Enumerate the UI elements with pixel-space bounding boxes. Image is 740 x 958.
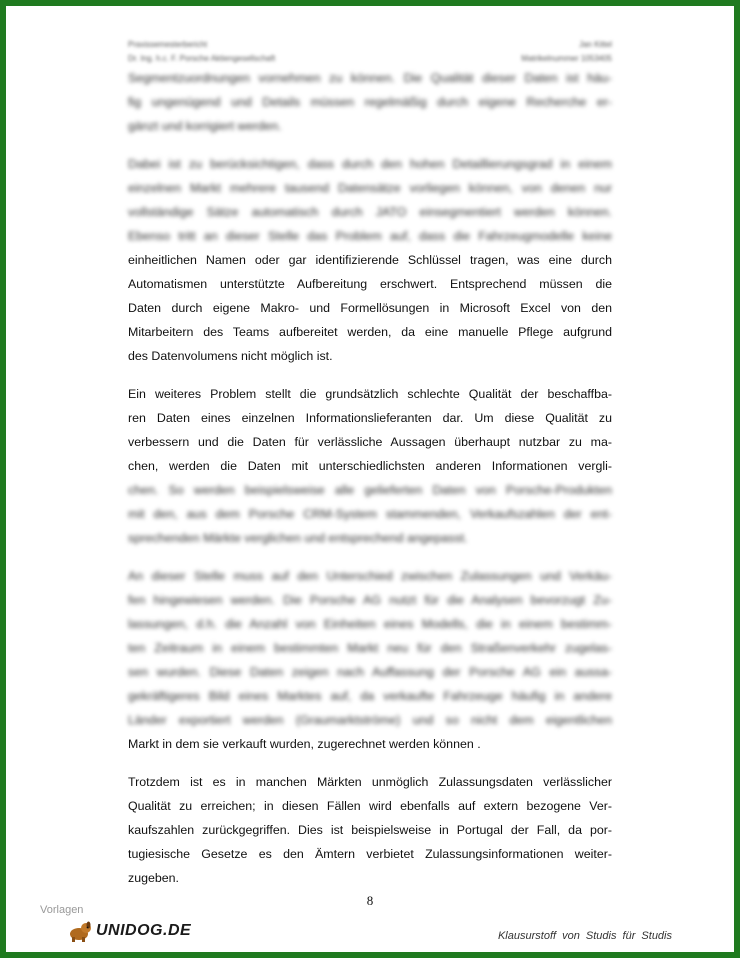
- text-line: einzelnen Markt mehrere tausend Datensätze vorliegen können, von denen nur: [128, 181, 612, 195]
- paragraph: [128, 152, 612, 368]
- body-text: [128, 66, 612, 890]
- header-left-line1: Praxissemesterbericht: [128, 40, 208, 49]
- text-line: Trotzdem ist es in manchen Märkten unmöglich Zulassungsdaten verlässlicher: [128, 775, 612, 789]
- paragraph: [128, 66, 612, 138]
- text-line: verbessern und die Daten für verlässliche Aussagen überhaupt nutzbar zu ma-: [128, 435, 612, 449]
- text-line: lassungen, d.h. die Anzahl von Einheiten eines Modells, die in einem bestimm-: [128, 617, 612, 631]
- text-line: fig ungenügend und Details müssen regelmäßig durch eigene Recherche er-: [128, 95, 612, 109]
- text-line: einheitlichen Namen oder gar identifizierende Schlüssel tragen, was eine durch: [128, 253, 612, 267]
- text-line: mit den, aus dem Porsche CRM-System stammenden, Verkaufszahlen der ent-: [128, 507, 612, 521]
- paragraph: [128, 770, 612, 890]
- text-line: sen wurden. Diese Daten zeigen nach Auffassung der Porsche AG ein aussa-: [128, 665, 612, 679]
- text-line: gekräftigeres Bild eines Marktes auf, da verkaufte Fahrzeuge häufig in andere: [128, 689, 612, 703]
- header-right-line1: Jan Kittel: [579, 40, 612, 49]
- text-line: Qualität zu erreichen; in diesen Fällen wird ebenfalls auf extern bezogene Ver-: [128, 799, 612, 813]
- text-line: zugeben.: [128, 871, 179, 885]
- text-line: gänzt und korrigiert werden.: [128, 119, 282, 133]
- text-line: Segmentzuordnungen vornehmen zu können. Die Qualität dieser Daten ist häu-: [128, 71, 612, 85]
- page-number: 8: [366, 893, 374, 908]
- text-line: Dabei ist zu berücksichtigen, dass durch den hohen Detaillierungsgrad in einem: [128, 157, 612, 171]
- text-line: An dieser Stelle muss auf den Unterschied zwischen Zulassungen und Verkäu-: [128, 569, 612, 583]
- text-line: Daten durch eigene Makro- und Formellösungen in Microsoft Excel von den: [128, 301, 612, 315]
- text-line: sprechenden Märkte verglichen und entsprechend angepasst.: [128, 531, 468, 545]
- text-line: des Datenvolumens nicht möglich ist.: [128, 349, 333, 363]
- text-line: tugiesische Gesetze es den Ämtern verbietet Zulassungsinformationen weiter-: [128, 847, 612, 861]
- footer-tagline: Klausurstoff von Studis für Studis: [497, 930, 672, 942]
- header-right-line2: Matrikelnummer 1053405: [521, 54, 612, 63]
- text-line: vollständige Sätze automatisch durch JATO einsegmentiert werden können.: [128, 205, 612, 219]
- text-line: chen, werden die Daten mit unterschiedlichsten anderen Informationen vergli-: [128, 459, 612, 473]
- text-line: Automatismen unterstützte Aufbereitung erschwert. Entsprechend müssen die: [128, 277, 612, 291]
- unidog-logo: [66, 920, 191, 942]
- header-left-line2: Dr. Ing. h.c. F. Porsche Aktiengesellschaft: [128, 54, 276, 63]
- text-line: ren Daten eines einzelnen Informationslieferanten dar. Um diese Qualität zu: [128, 411, 612, 425]
- logo-text: UNIDOG.DE: [96, 922, 192, 939]
- document-page: [128, 38, 612, 904]
- text-line: Länder exportiert werden (Graumarktströme) und so nicht dem eigentlichen: [128, 713, 612, 727]
- text-line: Mitarbeitern des Teams aufbereitet werden, da eine manuelle Pflege aufgrund: [128, 325, 612, 339]
- text-line: Ein weiteres Problem stellt die grundsätzlich schlechte Qualität der beschaffba-: [128, 387, 612, 401]
- text-line: Markt in dem sie verkauft wurden, zugerechnet werden können .: [128, 737, 481, 751]
- text-line: kaufszahlen zurückgegriffen. Dies ist beispielsweise in Portugal der Fall, da por-: [128, 823, 612, 837]
- watermark-text: Vorlagen: [40, 904, 84, 916]
- dog-icon: [66, 920, 92, 942]
- paragraph: [128, 564, 612, 756]
- paragraph: [128, 382, 612, 550]
- text-line: fen hingewiesen werden. Die Porsche AG nutzt für die Analysen bevorzugt Zu-: [128, 593, 612, 607]
- text-line: Ebenso tritt an dieser Stelle das Problem auf, dass die Fahrzeugmodelle keine: [128, 229, 612, 243]
- running-header: [128, 38, 612, 66]
- text-line: chen. So werden beispielsweise alle gelieferten Daten von Porsche-Produkten: [128, 483, 612, 497]
- text-line: ten Zeitraum in einem bestimmten Markt neu für den Straßenverkehr zugelas-: [128, 641, 612, 655]
